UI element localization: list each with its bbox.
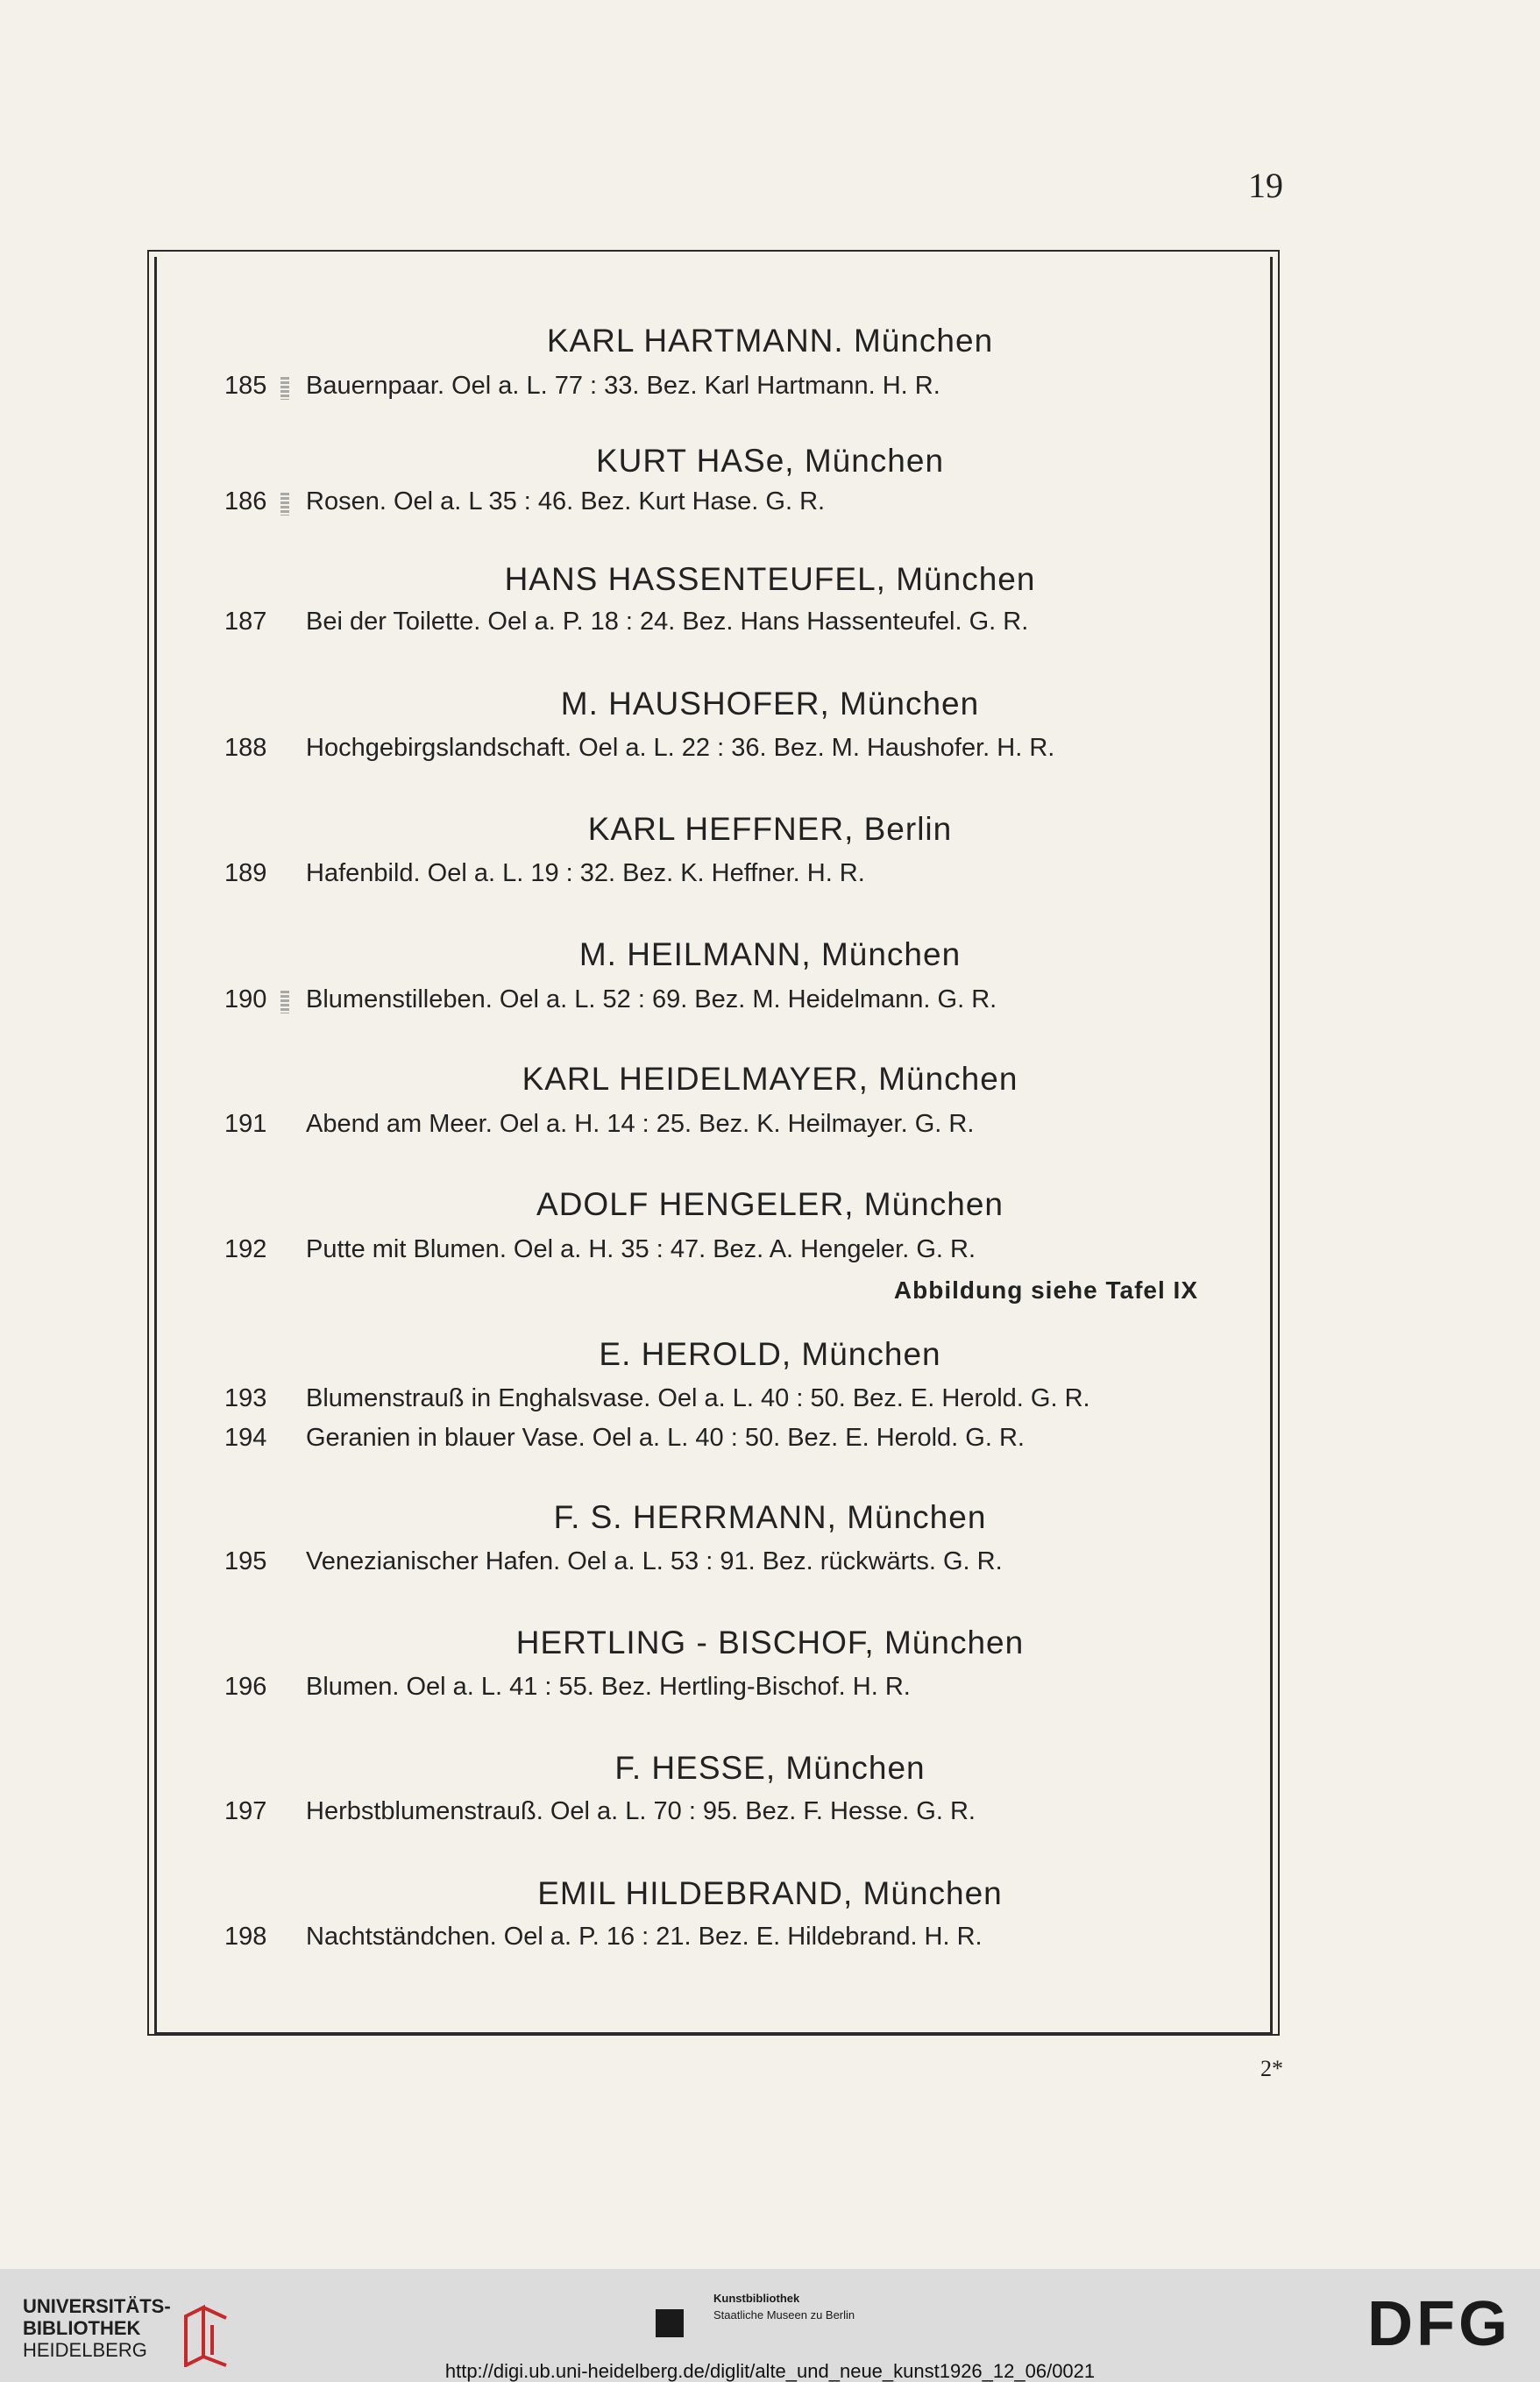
plate-reference-note: Abbildung siehe Tafel IX — [893, 1276, 1198, 1304]
ink-mark-icon — [280, 493, 289, 516]
artist-heading: ADOLF HENGELER, München — [536, 1186, 1004, 1222]
artist-heading: HANS HASSENTEUFEL, München — [504, 561, 1036, 597]
entry-number: 196 — [224, 1673, 267, 1701]
artist-heading: KARL HARTMANN. München — [546, 323, 994, 359]
kunstbibliothek-mark-icon — [656, 2309, 684, 2337]
entry-description: Herbstblumenstrauß. Oel a. L. 70 : 95. Bez. F. Hesse. G. R. — [306, 1797, 976, 1825]
entry-description: Blumenstrauß in Enghalsvase. Oel a. L. 40 : 50. Bez. E. Herold. G. R. — [306, 1384, 1090, 1412]
entry-number: 192 — [224, 1235, 267, 1263]
ink-mark-icon — [280, 377, 289, 400]
catalog-entry — [224, 1384, 1224, 1419]
entry-number: 193 — [224, 1384, 267, 1412]
signature-mark: 2* — [1260, 2056, 1283, 2081]
library-name-line: BIBLIOTHEK — [23, 2317, 141, 2339]
entry-number: 198 — [224, 1923, 267, 1951]
entry-number: 197 — [224, 1797, 267, 1825]
entry-description: Venezianischer Hafen. Oel a. L. 53 : 91. Bez. rückwärts. G. R. — [306, 1547, 1003, 1575]
page-number: 19 — [1248, 166, 1283, 205]
entry-number: 190 — [224, 985, 267, 1013]
catalog-entry — [224, 1673, 1224, 1708]
artist-heading: KARL HEFFNER, Berlin — [587, 811, 953, 847]
dfg-logo[interactable]: DFG — [1367, 2289, 1511, 2359]
catalog-entry — [224, 1424, 1224, 1459]
entry-number: 185 — [224, 372, 267, 400]
artist-heading: KURT HASe, München — [595, 443, 945, 479]
catalog-entry — [224, 372, 1224, 407]
entry-description: Blumen. Oel a. L. 41 : 55. Bez. Hertling-Bischof. H. R. — [306, 1673, 911, 1701]
entry-description: Putte mit Blumen. Oel a. H. 35 : 47. Bez. A. Hengeler. G. R. — [306, 1235, 976, 1263]
kunstbibliothek-text — [713, 2290, 855, 2323]
catalog-entry — [224, 608, 1224, 643]
kunstbibliothek-name: Kunstbibliothek — [713, 2292, 800, 2305]
artist-heading: KARL HEIDELMAYER, München — [522, 1061, 1018, 1097]
catalog-entry — [224, 859, 1224, 894]
entry-description: Geranien in blauer Vase. Oel a. L. 40 : 50. Bez. E. Herold. G. R. — [306, 1424, 1025, 1452]
entry-number: 195 — [224, 1547, 267, 1575]
entry-number: 188 — [224, 734, 267, 762]
artist-heading: HERTLING - BISCHOF, München — [515, 1625, 1025, 1660]
entry-description: Hochgebirgslandschaft. Oel a. L. 22 : 36. Bez. M. Haushofer. H. R. — [306, 734, 1055, 762]
catalog-entry — [224, 1110, 1224, 1145]
library-name-line: UNIVERSITÄTS- — [23, 2295, 171, 2317]
entry-description: Abend am Meer. Oel a. H. 14 : 25. Bez. K. Heilmayer. G. R. — [306, 1110, 975, 1138]
entry-description: Bei der Toilette. Oel a. P. 18 : 24. Bez. Hans Hassenteufel. G. R. — [306, 608, 1029, 636]
entry-description: Hafenbild. Oel a. L. 19 : 32. Bez. K. Heffner. H. R. — [306, 859, 865, 887]
kunstbibliothek-logo[interactable] — [656, 2286, 901, 2339]
entry-description: Blumenstilleben. Oel a. L. 52 : 69. Bez. M. Heidelmann. G. R. — [306, 985, 997, 1013]
catalog-entry — [224, 1235, 1224, 1270]
entry-number: 191 — [224, 1110, 267, 1138]
artist-heading: EMIL HILDEBRAND, München — [537, 1875, 1003, 1911]
kunstbibliothek-subtitle: Staatliche Museen zu Berlin — [713, 2308, 855, 2322]
entry-number: 189 — [224, 859, 267, 887]
artist-heading: E. HEROLD, München — [599, 1336, 941, 1372]
entry-number: 186 — [224, 487, 267, 516]
entry-description: Nachtständchen. Oel a. P. 16 : 21. Bez. E. Hildebrand. H. R. — [306, 1923, 983, 1951]
catalog-entry — [224, 1923, 1224, 1958]
catalog-entry — [224, 1547, 1224, 1582]
catalog-entry — [224, 734, 1224, 769]
library-name-line: HEIDELBERG — [23, 2339, 147, 2361]
catalog-entry — [224, 487, 1224, 523]
artist-heading: F. S. HERRMANN, München — [553, 1499, 987, 1535]
catalog-entry — [224, 1797, 1224, 1832]
entry-number: 187 — [224, 608, 267, 636]
artist-heading: M. HAUSHOFER, München — [560, 686, 980, 722]
entry-description: Bauernpaar. Oel a. L. 77 : 33. Bez. Karl Hartmann. H. R. — [306, 372, 940, 400]
ink-mark-icon — [280, 991, 289, 1013]
heidelberg-library-logo[interactable] — [23, 2295, 216, 2361]
library-mark-icon — [179, 2304, 233, 2367]
entry-number: 194 — [224, 1424, 267, 1452]
artist-heading: F. HESSE, München — [614, 1750, 926, 1786]
artist-heading: M. HEILMANN, München — [578, 936, 962, 972]
entry-description: Rosen. Oel a. L 35 : 46. Bez. Kurt Hase. G. R. — [306, 487, 826, 516]
source-url[interactable]: http://digi.ub.uni-heidelberg.de/diglit/alte_und_neue_kunst1926_12_06/0021 — [444, 2360, 1096, 2382]
catalog-entry — [224, 985, 1224, 1020]
